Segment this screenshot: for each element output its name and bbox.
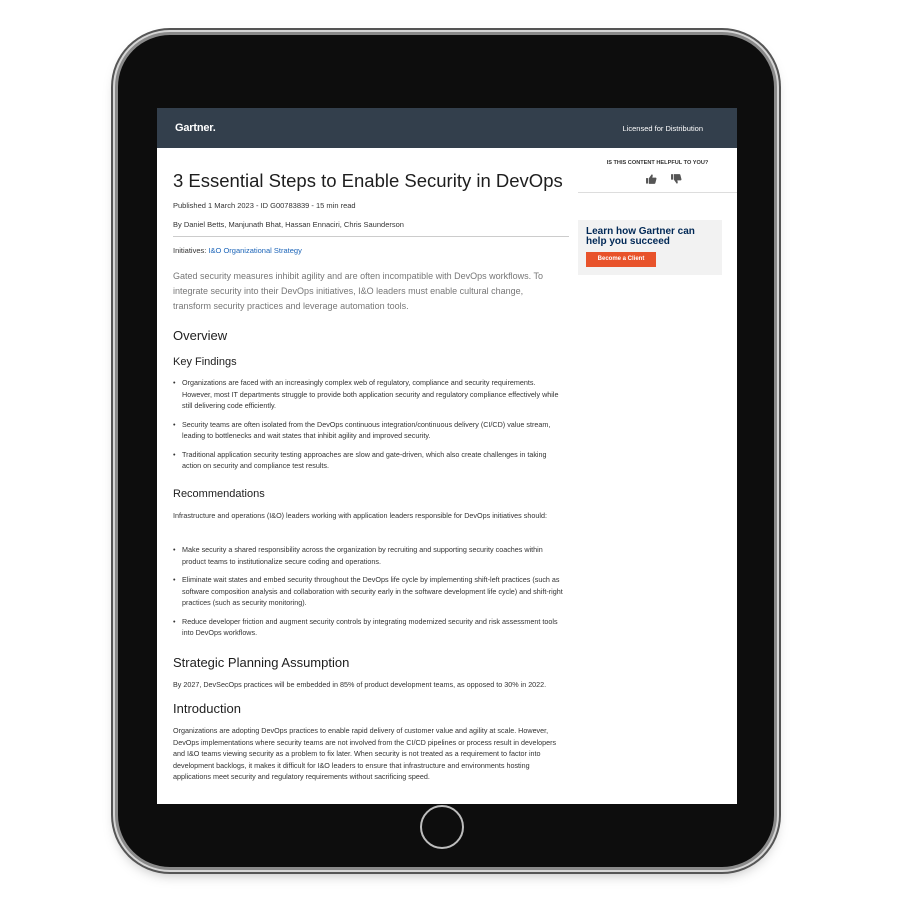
promo-box [578,220,722,275]
helpful-question: IS THIS CONTENT HELPFUL TO YOU? [606,160,709,166]
spa-text: By 2027, DevSecOps practices will be embedded in 85% of product development teams, as opposed to 30% in 2022. [173,680,547,689]
initiatives [173,246,302,255]
article-summary: Gated security measures inhibit agility and are often incompatible with DevOps workflows. To integrate security into their DevOps initiatives, I&O leaders must enable cultural change, transform security practices and leverage automation tools. [173,271,544,311]
top-bar [157,108,737,148]
home-button[interactable] [420,805,464,849]
license-label: Licensed for Distribution [622,124,703,133]
initiatives-link[interactable]: I&O Organizational Strategy [208,246,302,255]
recommendations-heading: Recommendations [173,488,265,500]
list-item: • Reduce developer friction and augment security controls by integrating modernized security and risk assessment tools into DevOps workflows. [173,616,567,639]
published-meta: Published 1 March 2023 - ID G00783839 - 15 min read [173,201,356,210]
list-item: • Eliminate wait states and embed security throughout the DevOps life cycle by implementing shift-left practices (such as software composition analysis and collaboration with security early in the software development life cycle) and shift-right practices (such as security monitoring). [173,574,567,609]
recommendations-intro: Infrastructure and operations (I&O) leaders working with application leaders responsible for DevOps initiatives should: [173,511,547,520]
introduction-heading: Introduction [173,701,241,716]
thumbs-down-icon[interactable] [671,174,682,184]
spa-heading: Strategic Planning Assumption [173,655,350,670]
article-title: 3 Essential Steps to Enable Security in DevOps [173,170,563,191]
key-findings-heading: Key Findings [173,356,237,368]
introduction-text: Organizations are adopting DevOps practices to enable rapid delivery of customer value and agility at scale. However, DevOps implementations where security teams are not involved from the CI/CD pipelines or process result in developers and I&O teams viewing security as a problem to fix later. When security is not treated as a requirement to factor into development backlogs, it makes it difficult for I&O leaders to ensure that infrastructure and environments hosting applications meet security and regulatory requirements without sacrificing speed. [173,726,557,781]
promo-title: Learn how Gartner can help you succeed [586,226,695,247]
list-item: • Make security a shared responsibility across the organization by recruiting and supporting security coaches within product teams to institutionalize secure coding and operations. [173,544,567,567]
sidebar-divider [578,192,737,193]
list-item: • Organizations are faced with an increasingly complex web of regulatory, compliance and security requirements. However, most IT departments struggle to provide both application security and regulatory compliance effectively while still delivering code efficiently. [173,377,567,412]
overview-heading: Overview [173,328,228,343]
initiatives-label: Initiatives: [173,246,209,255]
feedback-buttons [646,174,682,184]
list-item: • Security teams are often isolated from the DevOps continuous integration/continuous delivery (CI/CD) value stream, leading to bottlenecks and wait states that inhibit agility and improved security. [173,419,567,442]
recommendations-list [173,544,567,639]
become-client-button[interactable]: Become a Client [586,252,656,267]
gartner-logo[interactable]: Gartner. [175,122,216,134]
authors: By Daniel Betts, Manjunath Bhat, Hassan Ennaciri, Chris Saunderson [173,220,404,229]
list-item: • Traditional application security testing approaches are slow and gate-driven, which also create challenges in taking action on security and compliance test results. [173,449,567,472]
thumbs-up-icon[interactable] [646,174,657,184]
key-findings-list [173,377,567,472]
screen [157,108,737,804]
divider [173,236,569,237]
